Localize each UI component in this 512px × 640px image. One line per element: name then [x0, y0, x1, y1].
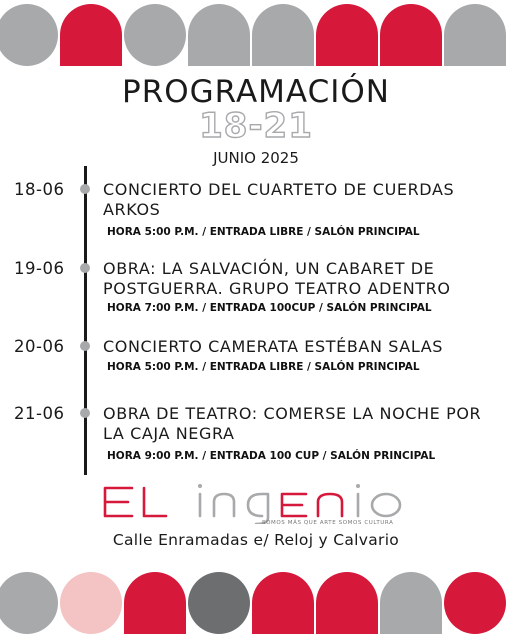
venue-address: Calle Enramadas e/ Reloj y Calvario [112, 531, 400, 549]
decorative-circle [0, 572, 58, 634]
decorative-arch [252, 572, 314, 634]
event-date: 19-06 [14, 259, 65, 278]
event-details: HORA 7:00 P.M. / ENTRADA 100CUP / SALÓN PRINCIPAL [107, 302, 432, 314]
program-title: PROGRAMACIÓN [122, 74, 390, 110]
event-title: OBRA: LA SALVACIÓN, UN CABARET DE POSTGUERRA. GRUPO TEATRO ADENTRO [103, 259, 451, 298]
logo-slogan: SOMOS MÁS QUE ARTE SOMOS CULTURA [262, 520, 394, 526]
decorative-arch [380, 4, 442, 66]
decorative-arch [188, 4, 250, 66]
event-details: HORA 5:00 P.M. / ENTRADA LIBRE / SALÓN PRINCIPAL [107, 361, 420, 373]
bottom-decoration-band [0, 572, 512, 636]
decorative-arch [252, 4, 314, 66]
timeline-dot [80, 341, 90, 351]
event-details: HORA 9:00 P.M. / ENTRADA 100 CUP / SALÓN PRINCIPAL [107, 450, 436, 462]
event-title: OBRA DE TEATRO: COMERSE LA NOCHE POR LA CAJA NEGRA [103, 404, 482, 443]
top-decoration-band [0, 4, 512, 68]
timeline-dot [80, 408, 90, 418]
event-title: CONCIERTO DEL CUARTETO DE CUERDAS ARKOS [103, 180, 455, 219]
el-ingenio-logo [100, 480, 410, 524]
decorative-circle [188, 572, 250, 634]
decorative-arch [316, 572, 378, 634]
decorative-arch [380, 572, 442, 634]
event-date: 20-06 [14, 337, 65, 356]
event-date: 18-06 [14, 180, 65, 199]
date-range: 18-21 [199, 106, 313, 146]
decorative-circle [0, 4, 58, 66]
timeline-line [84, 166, 87, 475]
decorative-arch [444, 4, 506, 66]
decorative-arch [124, 572, 186, 634]
month-year: JUNIO 2025 [213, 149, 299, 167]
decorative-arch [60, 4, 122, 66]
decorative-circle [60, 572, 122, 634]
decorative-arch [316, 4, 378, 66]
event-details: HORA 5:00 P.M. / ENTRADA LIBRE / SALÓN PRINCIPAL [107, 226, 420, 238]
timeline-dot [80, 263, 90, 273]
timeline-dot [80, 184, 90, 194]
event-date: 21-06 [14, 404, 65, 423]
decorative-circle [124, 4, 186, 66]
event-title: CONCIERTO CAMERATA ESTÉBAN SALAS [103, 337, 444, 356]
decorative-circle [444, 572, 506, 634]
